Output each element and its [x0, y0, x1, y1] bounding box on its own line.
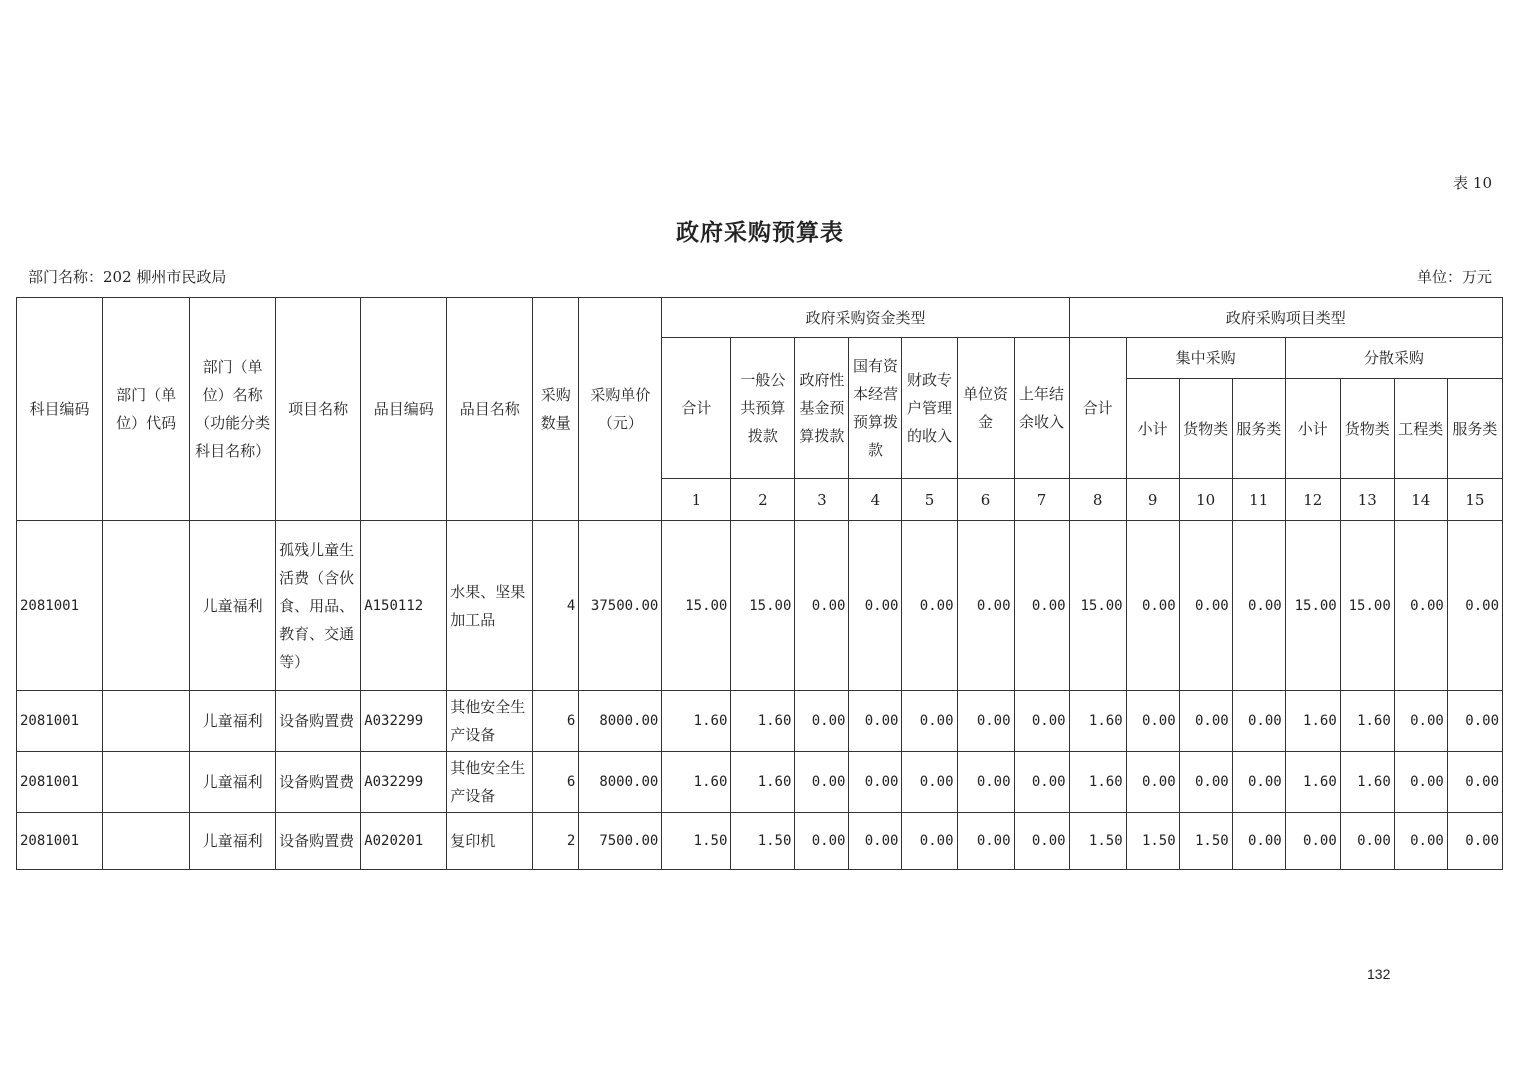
header-c-subtotal: 小计: [1126, 379, 1179, 479]
amount-cell: 0.00: [1232, 752, 1285, 813]
amount-cell: 0.00: [1126, 691, 1179, 752]
header-c-goods: 货物类: [1179, 379, 1232, 479]
amount-cell: 1.60: [731, 691, 795, 752]
amount-cell: 1.60: [662, 752, 731, 813]
dept-name-cell: 儿童福利: [190, 813, 276, 870]
amount-cell: 1.60: [1340, 752, 1394, 813]
amount-cell: 0.00: [1126, 752, 1179, 813]
header-fund-type: 政府采购资金类型: [662, 298, 1069, 338]
amount-cell: 0.00: [795, 691, 849, 752]
header-d-subtotal: 小计: [1285, 379, 1340, 479]
header-d-works: 工程类: [1394, 379, 1447, 479]
amount-cell: 0.00: [849, 521, 902, 691]
item-name-cell: 复印机: [447, 813, 533, 870]
column-number-cell: 4: [849, 479, 902, 521]
dept-name-cell: 儿童福利: [190, 691, 276, 752]
unit-label: 单位：万元: [1416, 268, 1492, 286]
amount-cell: 1.50: [662, 813, 731, 870]
header-dept-code: 部门（单位）代码: [103, 298, 190, 521]
table-row: [17, 521, 1503, 691]
header-project-total: 合计: [1069, 338, 1126, 479]
amount-cell: 0.00: [1394, 813, 1447, 870]
amount-cell: 0.00: [957, 521, 1014, 691]
dept-code-cell: [103, 691, 190, 752]
amount-cell: 0.00: [1179, 521, 1232, 691]
amount-cell: 0.00: [1447, 813, 1502, 870]
quantity-cell: 2: [533, 813, 579, 870]
dept-code-cell: [103, 813, 190, 870]
dept-code-cell: [103, 752, 190, 813]
item-code-cell: A032299: [361, 752, 447, 813]
amount-cell: 1.60: [1069, 691, 1126, 752]
amount-cell: 0.00: [1394, 691, 1447, 752]
table-row: [17, 752, 1503, 813]
procurement-budget-table: [16, 297, 1503, 870]
item-code-cell: A032299: [361, 691, 447, 752]
amount-cell: 15.00: [1069, 521, 1126, 691]
column-number-cell: 3: [795, 479, 849, 521]
unit-price-cell: 7500.00: [579, 813, 662, 870]
amount-cell: 0.00: [957, 691, 1014, 752]
dept-name-cell: 儿童福利: [190, 521, 276, 691]
amount-cell: 1.50: [731, 813, 795, 870]
amount-cell: 0.00: [1285, 813, 1340, 870]
project-name-cell: 设备购置费: [276, 813, 361, 870]
amount-cell: 1.60: [1340, 691, 1394, 752]
amount-cell: 0.00: [1447, 752, 1502, 813]
amount-cell: 0.00: [795, 752, 849, 813]
quantity-cell: 6: [533, 752, 579, 813]
amount-cell: 15.00: [1285, 521, 1340, 691]
item-name-cell: 水果、坚果加工品: [447, 521, 533, 691]
column-number-cell: 13: [1340, 479, 1394, 521]
column-number-cell: 9: [1126, 479, 1179, 521]
header-fiscal-special: 财政专户管理的收入: [902, 338, 957, 479]
header-state-capital: 国有资本经营预算拨款: [849, 338, 902, 479]
amount-cell: 1.50: [1069, 813, 1126, 870]
header-project-type: 政府采购项目类型: [1069, 298, 1502, 338]
amount-cell: 0.00: [795, 813, 849, 870]
amount-cell: 0.00: [902, 752, 957, 813]
quantity-cell: 4: [533, 521, 579, 691]
dept-code-cell: [103, 521, 190, 691]
amount-cell: 0.00: [1014, 691, 1069, 752]
unit-price-cell: 8000.00: [579, 752, 662, 813]
header-unit-price: 采购单价（元）: [579, 298, 662, 521]
amount-cell: 1.60: [1285, 691, 1340, 752]
amount-cell: 0.00: [849, 752, 902, 813]
amount-cell: 1.60: [1285, 752, 1340, 813]
table-row: [17, 813, 1503, 870]
column-number-cell: 14: [1394, 479, 1447, 521]
quantity-cell: 6: [533, 691, 579, 752]
amount-cell: 1.60: [1069, 752, 1126, 813]
header-decentralized: 分散采购: [1285, 338, 1502, 379]
amount-cell: 0.00: [957, 752, 1014, 813]
table-body: [17, 521, 1503, 870]
header-general-budget: 一般公共预算拨款: [731, 338, 795, 479]
header-quantity: 采购数量: [533, 298, 579, 521]
amount-cell: 0.00: [1232, 691, 1285, 752]
amount-cell: 1.60: [731, 752, 795, 813]
unit-price-cell: 8000.00: [579, 691, 662, 752]
amount-cell: 0.00: [1340, 813, 1394, 870]
header-gov-fund: 政府性基金预算拨款: [795, 338, 849, 479]
amount-cell: 0.00: [1014, 752, 1069, 813]
amount-cell: 0.00: [1232, 813, 1285, 870]
amount-cell: 1.50: [1179, 813, 1232, 870]
column-number-cell: 8: [1069, 479, 1126, 521]
amount-cell: 0.00: [902, 521, 957, 691]
item-code-cell: A150112: [361, 521, 447, 691]
column-number-cell: 2: [731, 479, 795, 521]
column-number-cell: 15: [1447, 479, 1502, 521]
amount-cell: 0.00: [1232, 521, 1285, 691]
header-prev-balance: 上年结余收入: [1014, 338, 1069, 479]
subject-code-cell: 2081001: [17, 691, 103, 752]
item-name-cell: 其他安全生产设备: [447, 691, 533, 752]
column-number-cell: 10: [1179, 479, 1232, 521]
item-code-cell: A020201: [361, 813, 447, 870]
header-item-code: 品目编码: [361, 298, 447, 521]
amount-cell: 0.00: [1014, 521, 1069, 691]
amount-cell: 15.00: [731, 521, 795, 691]
amount-cell: 1.60: [662, 691, 731, 752]
amount-cell: 0.00: [1179, 752, 1232, 813]
subject-code-cell: 2081001: [17, 813, 103, 870]
amount-cell: 0.00: [1394, 752, 1447, 813]
amount-cell: 0.00: [795, 521, 849, 691]
subject-code-cell: 2081001: [17, 752, 103, 813]
header-c-service: 服务类: [1232, 379, 1285, 479]
header-project-name: 项目名称: [276, 298, 361, 521]
table-row: [17, 691, 1503, 752]
amount-cell: 1.50: [1126, 813, 1179, 870]
amount-cell: 0.00: [902, 691, 957, 752]
amount-cell: 0.00: [1394, 521, 1447, 691]
column-number-cell: 11: [1232, 479, 1285, 521]
amount-cell: 0.00: [1447, 521, 1502, 691]
header-fund-total: 合计: [662, 338, 731, 479]
amount-cell: 0.00: [1447, 691, 1502, 752]
header-item-name: 品目名称: [447, 298, 533, 521]
amount-cell: 15.00: [1340, 521, 1394, 691]
item-name-cell: 其他安全生产设备: [447, 752, 533, 813]
amount-cell: 15.00: [662, 521, 731, 691]
amount-cell: 0.00: [902, 813, 957, 870]
table-number: 表 10: [1453, 174, 1492, 192]
page-number: 132: [1367, 966, 1391, 982]
amount-cell: 0.00: [1179, 691, 1232, 752]
department-name: 部门名称：202 柳州市民政局: [28, 268, 227, 286]
amount-cell: 0.00: [849, 813, 902, 870]
header-unit-fund: 单位资金: [957, 338, 1014, 479]
dept-name-cell: 儿童福利: [190, 752, 276, 813]
column-number-cell: 5: [902, 479, 957, 521]
project-name-cell: 孤残儿童生活费（含伙食、用品、教育、交通等）: [276, 521, 361, 691]
subject-code-cell: 2081001: [17, 521, 103, 691]
header-d-goods: 货物类: [1340, 379, 1394, 479]
header-dept-name: 部门（单位）名称（功能分类科目名称）: [190, 298, 276, 521]
column-number-cell: 1: [662, 479, 731, 521]
header-subject-code: 科目编码: [17, 298, 103, 521]
amount-cell: 0.00: [957, 813, 1014, 870]
column-number-cell: 6: [957, 479, 1014, 521]
unit-price-cell: 37500.00: [579, 521, 662, 691]
project-name-cell: 设备购置费: [276, 691, 361, 752]
column-number-cell: 7: [1014, 479, 1069, 521]
column-number-cell: 12: [1285, 479, 1340, 521]
amount-cell: 0.00: [1126, 521, 1179, 691]
page-title: 政府采购预算表: [676, 219, 844, 246]
project-name-cell: 设备购置费: [276, 752, 361, 813]
amount-cell: 0.00: [849, 691, 902, 752]
amount-cell: 0.00: [1014, 813, 1069, 870]
header-d-service: 服务类: [1447, 379, 1502, 479]
header-centralized: 集中采购: [1126, 338, 1285, 379]
